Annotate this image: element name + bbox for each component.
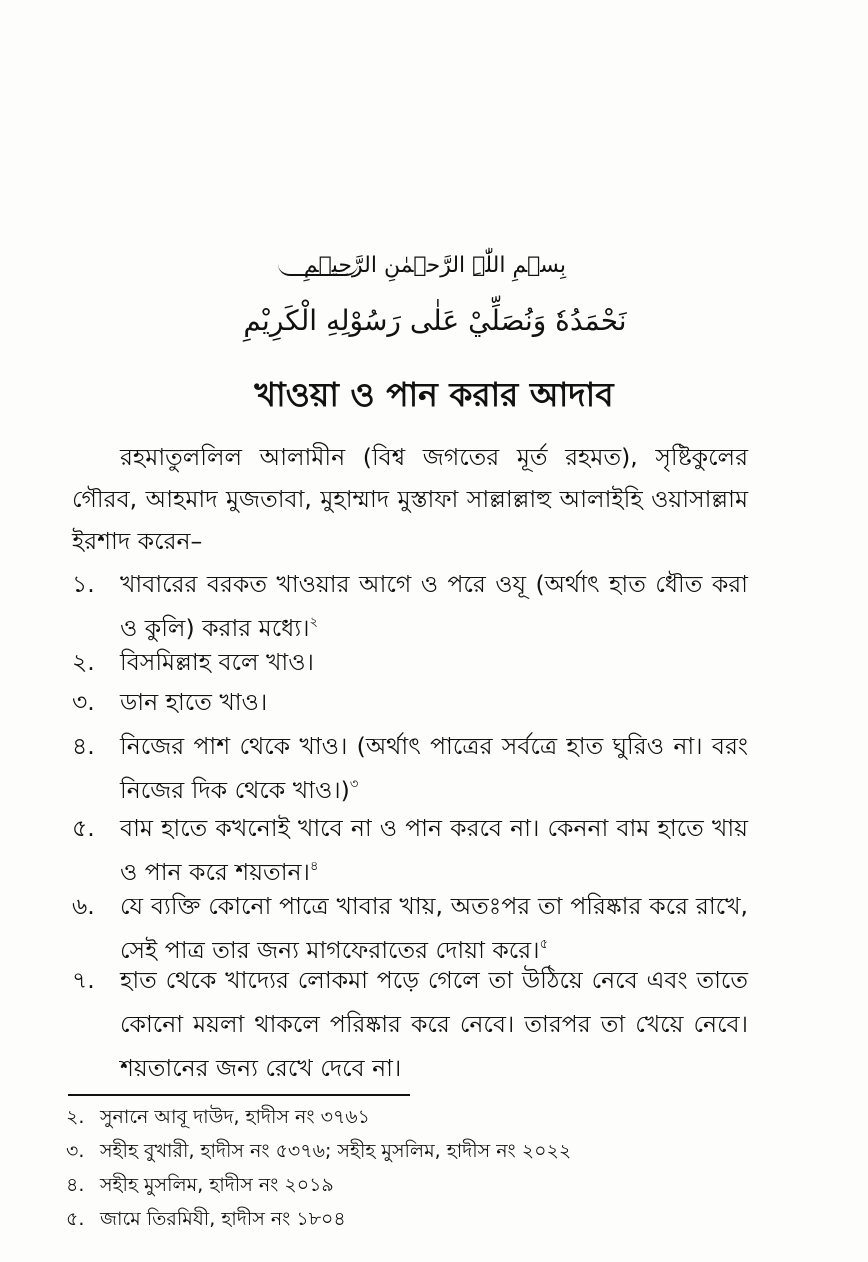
item-number: ৭.: [72, 966, 95, 994]
footnote-ref: ৫: [539, 937, 549, 952]
footnote-number: ৫.: [66, 1208, 85, 1230]
list-item-5: [72, 806, 748, 894]
item-number: ২.: [72, 648, 95, 676]
item-text-body: বাম হাতে কখনোই খাবে না ও পান করবে না। কেননা বাম হাতে খায় ও পান করে শয়তান।: [120, 814, 748, 886]
item-text-body: ডান হাতে খাও।: [120, 688, 268, 716]
item-text: [120, 724, 748, 812]
item-text-body: খাবারের বরকত খাওয়ার আগে ও পরে ওযূ (অর্থাৎ হাত ধৌত করা ও কুলি) করার মধ্যে।: [120, 570, 748, 642]
basmala-text: بِسۡمِ اللّٰہِ الرَّحۡمٰنِ الرَّحِیۡمِ: [303, 253, 567, 278]
list-item-7: [72, 958, 748, 1090]
item-text: [120, 806, 748, 894]
item-text-body: যে ব্যক্তি কোনো পাত্রে খাবার খায়, অতঃপর তা পরিষ্কার করে রাখে, সেই পাত্র তার জন্য মাগফেরাতের দোয়া করে।: [120, 892, 748, 964]
footnote-text: জামে তিরমিযী, হাদীস নং ১৮০৪: [100, 1208, 346, 1230]
item-number: ৪.: [72, 732, 95, 760]
item-text-body: বিসমিল্লাহ বলে খাও।: [120, 648, 314, 676]
footnote-number: ৩.: [66, 1140, 85, 1162]
item-text-body: নিজের পাশ থেকে খাও। (অর্থাৎ পাত্রের সর্বত্রে হাত ঘুরিও না। বরং নিজের দিক থেকে খাও।): [120, 732, 748, 804]
footnote-number: ৪.: [66, 1174, 85, 1196]
footnote-2: [66, 1102, 766, 1132]
footnote-text: সহীহ মুসলিম, হাদীস নং ২০১৯: [100, 1174, 334, 1196]
chapter-title: খাওয়া ও পান করার আদাব: [254, 375, 614, 414]
footnote-divider: [68, 1094, 410, 1096]
list-item-1: [72, 562, 748, 650]
footnote-ref: ৩: [349, 777, 359, 792]
footnote-text: সুনানে আবূ দাউদ, হাদীস নং ৩৭৬১: [100, 1106, 370, 1128]
list-item-4: [72, 724, 748, 812]
item-text-body: হাত থেকে খাদ্যের লোকমা পড়ে গেলে তা উঠিয়ে নেবে এবং তাতে কোনো ময়লা থাকলে পরিষ্কার করে নেবে। তারপর তা খেয়ে নেবে। শয়তানের জন্য রেখে দেবে না।: [120, 966, 748, 1082]
item-number: ১.: [72, 570, 95, 598]
footnote-5: [66, 1204, 766, 1234]
item-text: [120, 680, 748, 724]
list-item-3: [72, 680, 748, 724]
footnote-ref: ৪: [309, 859, 319, 874]
item-number: ৫.: [72, 814, 95, 842]
footnote-4: [66, 1170, 766, 1200]
item-number: ৬.: [72, 892, 95, 920]
item-number: ৩.: [72, 688, 95, 716]
footnote-number: ২.: [66, 1106, 85, 1128]
footnote-ref: ২: [309, 615, 318, 630]
item-text: [120, 640, 748, 684]
list-item-2: [72, 640, 748, 684]
basmala-calligraphy: [270, 246, 600, 286]
intro-paragraph: রহমাতুললিল আলামীন (বিশ্ব জগতের মূর্ত রহমত), সৃষ্টিকুলের গৌরব, আহমাদ মুজতাবা, মুহাম্মাদ মুস্তাফা সাল্লাল্লাহু আলাইহি ওয়াসাল্লাম ইরশাদ করেন–: [72, 443, 748, 555]
footnote-3: [66, 1136, 766, 1166]
item-text: [120, 562, 748, 650]
footnote-text: সহীহ বুখারী, হাদীস নং ৫৩৭৬; সহীহ মুসলিম, হাদীস নং ২০২২: [100, 1140, 572, 1162]
item-text: [120, 958, 748, 1090]
calligraphy-swash: [278, 264, 358, 276]
durood-line: نَحْمَدُهٗ وَنُصَلِّيْ عَلٰى رَسُوْلِهِ الْكَرِيْمِ: [243, 304, 627, 337]
